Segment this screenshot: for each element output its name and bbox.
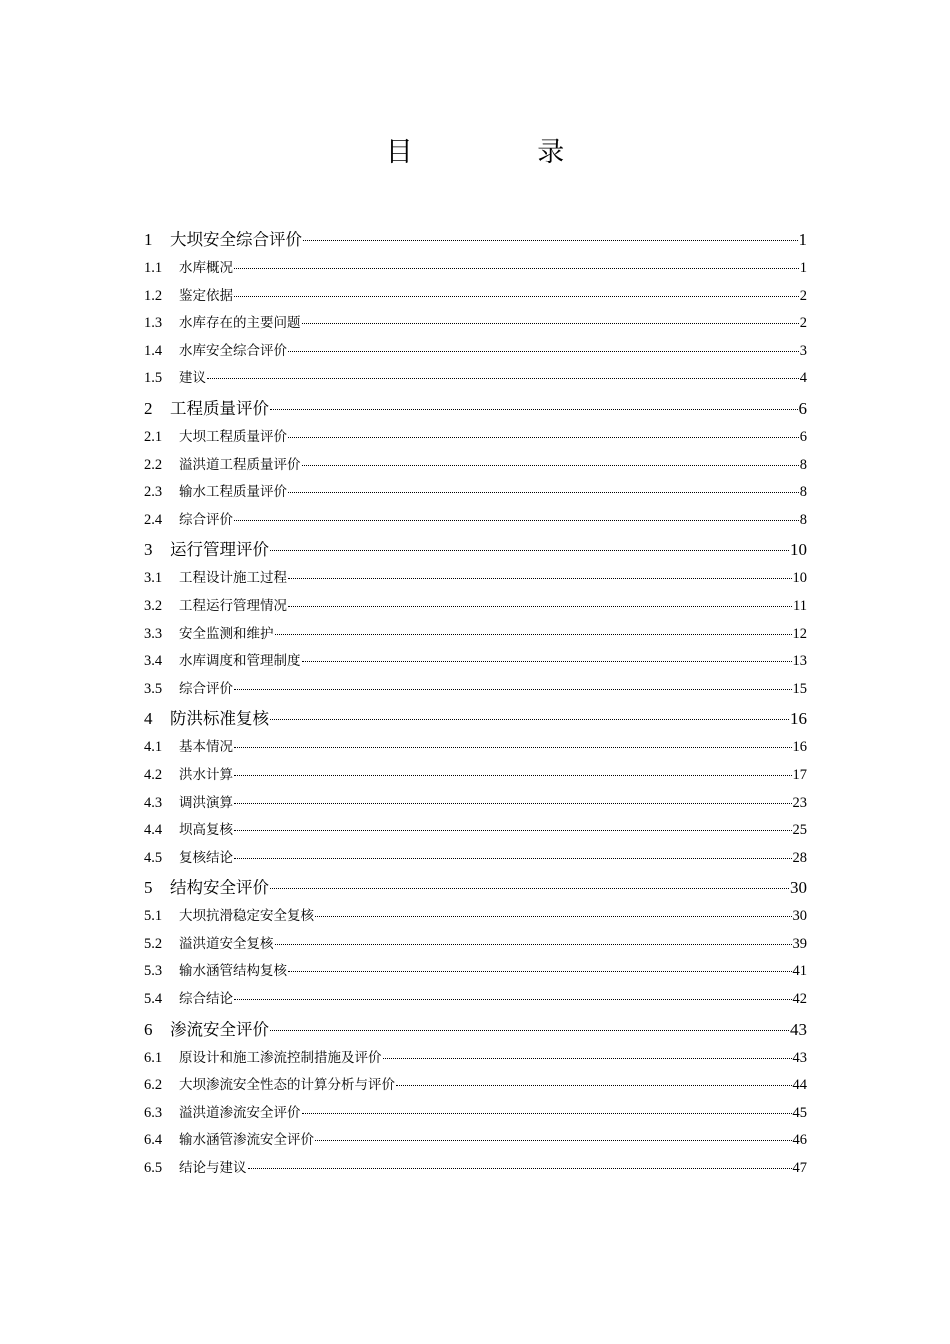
toc-dot-leader	[270, 550, 789, 551]
toc-section-entry[interactable]	[144, 931, 807, 959]
toc-section-entry[interactable]	[144, 986, 807, 1014]
toc-entry-number: 1.2	[144, 287, 163, 304]
toc-entry-number: 6	[144, 1019, 153, 1039]
toc-entry-title: 调洪演算	[179, 794, 233, 811]
toc-dot-leader	[302, 323, 799, 324]
toc-page-number: 8	[799, 456, 807, 473]
toc-chapter-entry[interactable]	[144, 872, 807, 903]
toc-entry-number: 1.3	[144, 315, 163, 332]
toc-section-entry[interactable]	[144, 310, 807, 338]
toc-page-number: 10	[790, 540, 807, 560]
toc-entry-number: 5.3	[144, 963, 163, 980]
toc-page-number: 25	[792, 822, 807, 839]
toc-entry-number: 1	[144, 230, 153, 249]
toc-dot-leader	[315, 1140, 792, 1141]
toc-section-entry[interactable]	[144, 817, 807, 845]
toc-section-entry[interactable]	[144, 479, 807, 507]
page-title: 目 录	[385, 137, 623, 168]
toc-dot-leader	[248, 1168, 792, 1169]
toc-entry-number: 2.3	[144, 484, 163, 501]
toc-entry-number: 4.3	[144, 794, 163, 811]
toc-entry-number: 4.5	[144, 849, 163, 866]
toc-section-entry[interactable]	[144, 255, 807, 283]
toc-page-number: 4	[799, 370, 807, 387]
toc-page-number: 16	[792, 739, 807, 756]
toc-dot-leader	[234, 830, 792, 831]
toc-chapter-entry[interactable]	[144, 703, 807, 734]
toc-page-number: 41	[792, 963, 807, 980]
toc-section-entry[interactable]	[144, 365, 807, 393]
toc-entry-number: 2.4	[144, 511, 163, 528]
toc-dot-leader	[275, 944, 792, 945]
toc-section-entry[interactable]	[144, 1155, 807, 1183]
toc-dot-leader	[288, 492, 799, 493]
toc-section-entry[interactable]	[144, 452, 807, 480]
toc-entry-title: 溢洪道渗流安全评价	[179, 1104, 301, 1121]
toc-entry-title: 输水工程质量评价	[179, 484, 287, 501]
toc-page-number: 1	[798, 230, 807, 249]
table-of-contents	[144, 224, 807, 1183]
toc-section-entry[interactable]	[144, 1045, 807, 1073]
toc-entry-title: 输水涵管结构复核	[179, 963, 287, 980]
toc-entry-title: 综合评价	[179, 511, 233, 528]
toc-section-entry[interactable]	[144, 845, 807, 873]
toc-entry-number: 4	[144, 709, 153, 729]
toc-dot-leader	[288, 437, 799, 438]
toc-entry-title: 工程质量评价	[170, 398, 269, 418]
toc-page-number: 6	[798, 398, 807, 418]
toc-chapter-entry[interactable]	[144, 224, 807, 255]
toc-entry-title: 原设计和施工渗流控制措施及评价	[179, 1049, 382, 1066]
toc-section-entry[interactable]	[144, 648, 807, 676]
toc-dot-leader	[302, 465, 799, 466]
toc-dot-leader	[234, 775, 792, 776]
toc-entry-number: 2.1	[144, 428, 163, 445]
toc-dot-leader	[270, 409, 798, 410]
toc-entry-title: 溢洪道安全复核	[179, 935, 274, 952]
toc-section-entry[interactable]	[144, 283, 807, 311]
toc-entry-title: 输水涵管渗流安全评价	[179, 1132, 314, 1149]
toc-entry-number: 1.1	[144, 260, 163, 276]
toc-dot-leader	[270, 888, 789, 889]
toc-entry-number: 2.2	[144, 456, 163, 473]
toc-page-number: 17	[792, 766, 807, 783]
toc-page-number: 11	[793, 597, 807, 614]
toc-page-number: 12	[792, 625, 807, 642]
toc-entry-title: 运行管理评价	[170, 540, 269, 560]
toc-dot-leader	[234, 803, 792, 804]
toc-page-number: 8	[799, 484, 807, 501]
toc-entry-number: 5.1	[144, 908, 163, 925]
toc-entry-title: 工程设计施工过程	[179, 570, 287, 587]
toc-dot-leader	[234, 689, 792, 690]
toc-entry-number: 6.1	[144, 1049, 163, 1066]
toc-entry-title: 溢洪道工程质量评价	[179, 456, 301, 473]
toc-section-entry[interactable]	[144, 958, 807, 986]
toc-entry-title: 水库存在的主要问题	[179, 315, 301, 332]
toc-section-entry[interactable]	[144, 424, 807, 452]
toc-section-entry[interactable]	[144, 734, 807, 762]
toc-entry-number: 5.2	[144, 935, 163, 952]
toc-page-number: 39	[792, 935, 807, 952]
toc-page-number: 30	[792, 908, 807, 925]
toc-dot-leader	[288, 351, 799, 352]
toc-entry-title: 洪水计算	[179, 766, 233, 783]
toc-section-entry[interactable]	[144, 903, 807, 931]
toc-section-entry[interactable]	[144, 676, 807, 704]
toc-dot-leader	[234, 520, 799, 521]
toc-entry-title: 大坝安全综合评价	[170, 230, 302, 249]
toc-section-entry[interactable]	[144, 593, 807, 621]
toc-page-number: 8	[799, 511, 807, 528]
toc-dot-leader	[207, 378, 799, 379]
toc-entry-title: 水库调度和管理制度	[179, 653, 301, 670]
toc-entry-number: 5.4	[144, 991, 163, 1008]
toc-page-number: 6	[799, 428, 807, 445]
toc-dot-leader	[288, 578, 792, 579]
toc-page-number: 46	[792, 1132, 807, 1149]
toc-entry-number: 4.2	[144, 766, 163, 783]
toc-dot-leader	[288, 606, 792, 607]
toc-page-number: 2	[799, 287, 807, 304]
toc-page-number: 43	[790, 1019, 807, 1039]
toc-entry-number: 3	[144, 540, 153, 560]
toc-entry-title: 坝高复核	[179, 822, 233, 839]
toc-section-entry[interactable]	[144, 790, 807, 818]
toc-section-entry[interactable]	[144, 1072, 807, 1100]
toc-page-number: 45	[792, 1104, 807, 1121]
toc-entry-title: 复核结论	[179, 849, 233, 866]
toc-page-number: 30	[790, 878, 807, 898]
toc-entry-number: 6.3	[144, 1104, 163, 1121]
toc-entry-title: 水库概况	[179, 260, 233, 276]
toc-entry-number: 6.2	[144, 1077, 163, 1094]
toc-entry-number: 6.4	[144, 1132, 163, 1149]
toc-entry-title: 水库安全综合评价	[179, 342, 287, 359]
toc-entry-number: 4.4	[144, 822, 163, 839]
toc-entry-number: 3.2	[144, 597, 163, 614]
toc-page-number: 23	[792, 794, 807, 811]
toc-dot-leader	[303, 240, 798, 241]
toc-chapter-entry[interactable]	[144, 1014, 807, 1045]
toc-dot-leader	[234, 296, 799, 297]
toc-entry-title: 基本情况	[179, 739, 233, 756]
toc-dot-leader	[396, 1085, 792, 1086]
toc-entry-title: 鉴定依据	[179, 287, 233, 304]
toc-entry-title: 大坝工程质量评价	[179, 428, 287, 445]
toc-chapter-entry[interactable]	[144, 534, 807, 565]
toc-dot-leader	[302, 1113, 792, 1114]
toc-page-number: 43	[792, 1049, 807, 1066]
toc-dot-leader	[302, 661, 792, 662]
toc-entry-number: 3.5	[144, 680, 163, 697]
toc-entry-title: 结构安全评价	[170, 878, 269, 898]
toc-page-number: 10	[792, 570, 807, 587]
toc-entry-number: 5	[144, 878, 153, 898]
toc-entry-title: 建议	[179, 370, 206, 387]
toc-dot-leader	[270, 719, 789, 720]
toc-entry-title: 综合评价	[179, 680, 233, 697]
toc-section-entry[interactable]	[144, 507, 807, 535]
toc-page-number: 42	[792, 991, 807, 1008]
toc-section-entry[interactable]	[144, 1100, 807, 1128]
toc-entry-title: 大坝抗滑稳定安全复核	[179, 908, 314, 925]
toc-dot-leader	[275, 634, 792, 635]
toc-entry-title: 结论与建议	[179, 1160, 247, 1177]
toc-section-entry[interactable]	[144, 621, 807, 649]
toc-dot-leader	[234, 858, 792, 859]
toc-entry-number: 2	[144, 398, 153, 418]
toc-section-entry[interactable]	[144, 338, 807, 366]
toc-page-number: 28	[792, 849, 807, 866]
toc-entry-number: 1.5	[144, 370, 163, 387]
toc-page-number: 2	[799, 315, 807, 332]
toc-entry-title: 综合结论	[179, 991, 233, 1008]
toc-page-number: 1	[799, 260, 807, 276]
toc-entry-title: 渗流安全评价	[170, 1019, 269, 1039]
toc-page-number: 15	[792, 680, 807, 697]
toc-entry-number: 4.1	[144, 739, 163, 756]
toc-dot-leader	[234, 268, 799, 269]
toc-dot-leader	[270, 1030, 789, 1031]
toc-entry-title: 防洪标准复核	[170, 709, 269, 729]
toc-page-number: 13	[792, 653, 807, 670]
toc-page-number: 3	[799, 342, 807, 359]
toc-dot-leader	[315, 916, 792, 917]
toc-page-number: 44	[792, 1077, 807, 1094]
toc-section-entry[interactable]	[144, 1127, 807, 1155]
toc-page-number: 47	[792, 1160, 807, 1177]
toc-dot-leader	[234, 747, 792, 748]
toc-entry-title: 大坝渗流安全性态的计算分析与评价	[179, 1077, 395, 1094]
toc-entry-number: 3.3	[144, 625, 163, 642]
toc-chapter-entry[interactable]	[144, 393, 807, 424]
toc-dot-leader	[383, 1058, 792, 1059]
toc-section-entry[interactable]	[144, 565, 807, 593]
toc-entry-number: 3.1	[144, 570, 163, 587]
toc-entry-title: 工程运行管理情况	[179, 597, 287, 614]
toc-entry-title: 安全监测和维护	[179, 625, 274, 642]
toc-section-entry[interactable]	[144, 762, 807, 790]
toc-dot-leader	[234, 999, 792, 1000]
toc-entry-number: 6.5	[144, 1160, 163, 1177]
toc-dot-leader	[288, 971, 792, 972]
toc-entry-number: 3.4	[144, 653, 163, 670]
toc-page-number: 16	[790, 709, 807, 729]
toc-entry-number: 1.4	[144, 342, 163, 359]
